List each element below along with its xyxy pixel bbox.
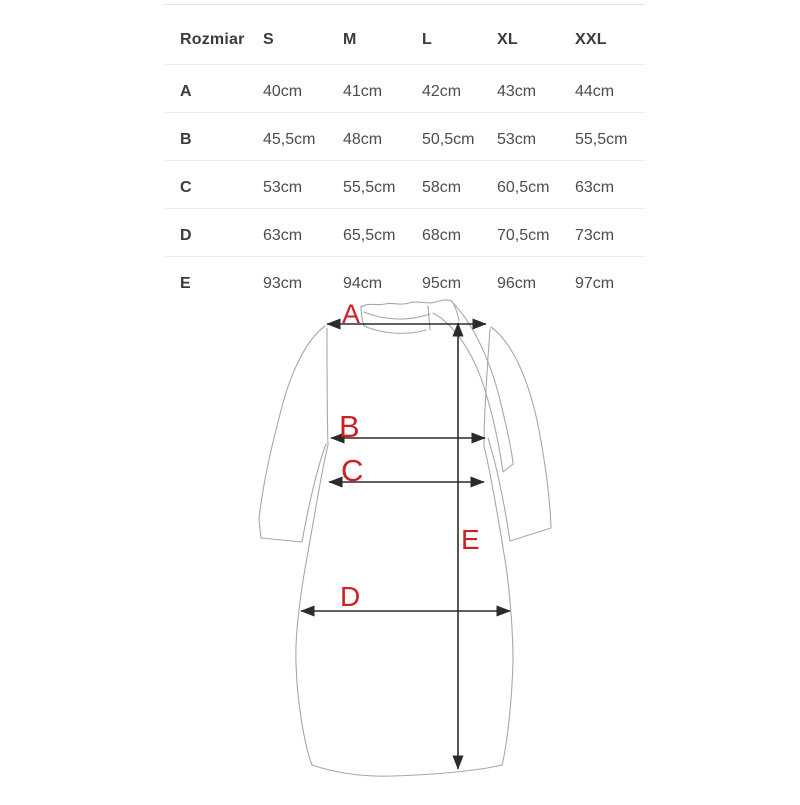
dress-hem bbox=[312, 765, 502, 776]
col-header-rozmiar: Rozmiar bbox=[180, 30, 245, 48]
dress-neckline bbox=[361, 306, 426, 333]
col-header-xxl: XXL bbox=[575, 30, 607, 48]
table-cell: 65,5cm bbox=[343, 226, 396, 244]
measure-label-b: B bbox=[339, 409, 360, 444]
dress-diagram-svg bbox=[0, 280, 800, 800]
table-cell: 53cm bbox=[497, 130, 537, 148]
dress-collar-top bbox=[361, 300, 452, 307]
table-cell: 48cm bbox=[343, 130, 383, 148]
table-cell: 73cm bbox=[575, 226, 615, 244]
table-cell: 63cm bbox=[263, 226, 303, 244]
table-cell: 58cm bbox=[422, 178, 462, 196]
row-label: A bbox=[180, 82, 192, 100]
dress-body-left bbox=[296, 328, 328, 765]
table-cell: 55,5cm bbox=[575, 130, 628, 148]
table-cell: 93cm bbox=[263, 274, 303, 292]
measure-label-c: C bbox=[341, 453, 364, 488]
table-cell: 97cm bbox=[575, 274, 615, 292]
row-label: C bbox=[180, 178, 192, 196]
table-row bbox=[165, 65, 645, 113]
table-cell: 68cm bbox=[422, 226, 462, 244]
col-header-m: M bbox=[343, 30, 357, 48]
row-label: E bbox=[180, 274, 191, 292]
table-cell: 55,5cm bbox=[343, 178, 396, 196]
table-cell: 50,5cm bbox=[422, 130, 475, 148]
table-cell: 96cm bbox=[497, 274, 537, 292]
table-cell: 63cm bbox=[575, 178, 615, 196]
size-table bbox=[165, 4, 645, 304]
col-header-s: S bbox=[263, 30, 274, 48]
table-cell: 95cm bbox=[422, 274, 462, 292]
table-cell: 44cm bbox=[575, 82, 615, 100]
table-cell: 43cm bbox=[497, 82, 537, 100]
table-cell: 40cm bbox=[263, 82, 303, 100]
table-cell: 70,5cm bbox=[497, 226, 550, 244]
measure-label-e: E bbox=[461, 524, 480, 555]
table-cell: 94cm bbox=[343, 274, 383, 292]
dress-collar-fold bbox=[364, 312, 430, 319]
table-cell: 60,5cm bbox=[497, 178, 550, 196]
size-table-header-row bbox=[165, 5, 645, 65]
table-row bbox=[165, 161, 645, 209]
dress-sash bbox=[433, 302, 513, 472]
table-row bbox=[165, 209, 645, 257]
measure-label-a: A bbox=[342, 299, 361, 329]
row-label: D bbox=[180, 226, 192, 244]
table-cell: 42cm bbox=[422, 82, 462, 100]
measure-label-d: D bbox=[340, 581, 361, 612]
dress-knot-right bbox=[452, 301, 459, 321]
table-cell: 41cm bbox=[343, 82, 383, 100]
col-header-l: L bbox=[422, 30, 432, 48]
dress-outline bbox=[259, 300, 551, 776]
dress-measurement-diagram bbox=[0, 280, 800, 800]
row-label: B bbox=[180, 130, 192, 148]
col-header-xl: XL bbox=[497, 30, 518, 48]
table-cell: 53cm bbox=[263, 178, 303, 196]
dress-right-sleeve bbox=[488, 327, 551, 541]
table-row bbox=[165, 113, 645, 161]
table-cell: 45,5cm bbox=[263, 130, 316, 148]
dress-knot-edge bbox=[428, 306, 430, 330]
